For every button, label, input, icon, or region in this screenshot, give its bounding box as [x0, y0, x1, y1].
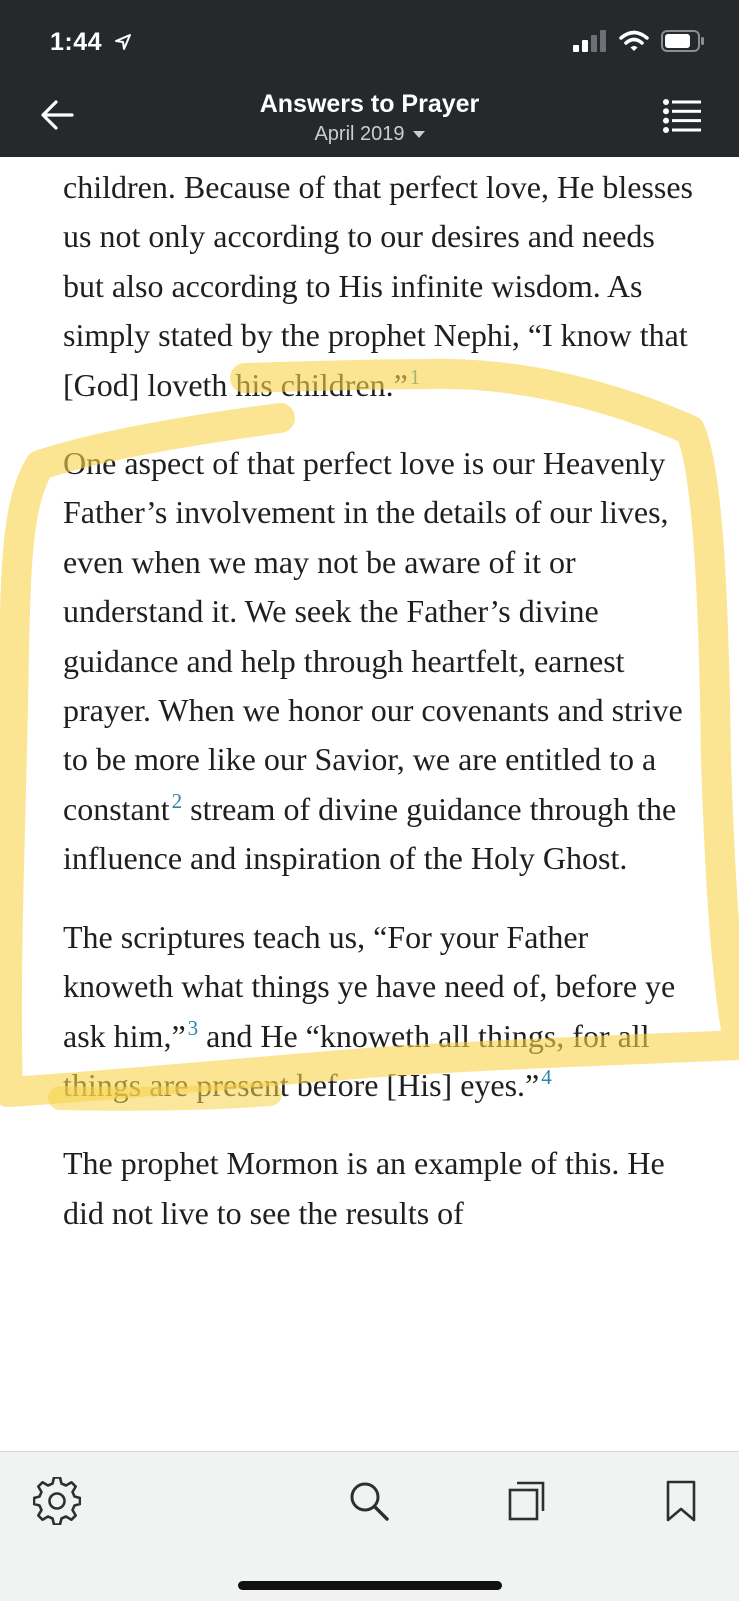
- status-time: [50, 28, 132, 58]
- issue-selector-label: April 2019: [314, 123, 405, 145]
- bottom-toolbar: [0, 1451, 739, 1601]
- list-icon: [663, 99, 701, 133]
- gear-icon: [33, 1477, 81, 1525]
- paragraph-3-text-a: The scriptures teach us, “For your Father knoweth what things ye have need of, before ye ask him,”: [63, 918, 676, 1054]
- status-icons: [573, 30, 705, 57]
- paragraph-2[interactable]: [63, 439, 693, 884]
- location-arrow-icon: [114, 29, 132, 58]
- footnote-link-1[interactable]: 1: [409, 364, 421, 389]
- wifi-icon: [619, 30, 649, 57]
- bookmark-button[interactable]: [659, 1477, 707, 1525]
- search-button[interactable]: [345, 1477, 393, 1525]
- footnote-link-2[interactable]: 2: [171, 789, 183, 814]
- paragraph-2-text-a: One aspect of that perfect love is our Heavenly Father’s involvement in the details of our lives, even when we may not be aware of it or understand it. We seek the Father’s divine guidance and help through heartfelt, earnest prayer. When we honor our covenants and strive to be more like our Savior, we are entitled to a constant: [63, 445, 683, 827]
- cellular-signal-icon: [573, 30, 607, 57]
- article-body: [63, 157, 693, 1451]
- search-icon: [345, 1477, 393, 1525]
- paragraph-2-text-b: stream of divine guidance through the influence and inspiration of the Holy Ghost.: [63, 790, 677, 877]
- caret-down-icon: [413, 131, 425, 138]
- bookmark-icon: [659, 1477, 707, 1525]
- page-title: Answers to Prayer: [259, 90, 480, 118]
- screens-button[interactable]: [503, 1477, 551, 1525]
- footnote-link-3[interactable]: 3: [187, 1015, 199, 1040]
- status-time-text: 1:44: [50, 28, 103, 56]
- paragraph-3[interactable]: [63, 913, 693, 1111]
- settings-button[interactable]: [33, 1477, 81, 1525]
- paragraph-4[interactable]: [63, 1139, 693, 1238]
- home-indicator[interactable]: [238, 1581, 502, 1590]
- top-bar: [0, 0, 739, 157]
- battery-icon: [661, 30, 705, 57]
- paragraph-1[interactable]: [63, 163, 693, 410]
- screens-icon: [503, 1477, 551, 1525]
- paragraph-3-text-b: and He “knoweth all things, for all things are present before [His] eyes.”: [63, 1017, 650, 1103]
- footnote-link-4[interactable]: 4: [541, 1065, 552, 1090]
- table-of-contents-button[interactable]: [663, 99, 701, 133]
- paragraph-4-text: The prophet Mormon is an example of this. He did not live to see the results of: [63, 1145, 665, 1231]
- paragraph-1-text: children. Because of that perfect love, He blesses us not only according to our desires and needs but also according to His infinite wisdom. As simply stated by the prophet Nephi, “I know that [God] loveth his children.”: [63, 169, 693, 403]
- issue-selector[interactable]: [0, 123, 739, 146]
